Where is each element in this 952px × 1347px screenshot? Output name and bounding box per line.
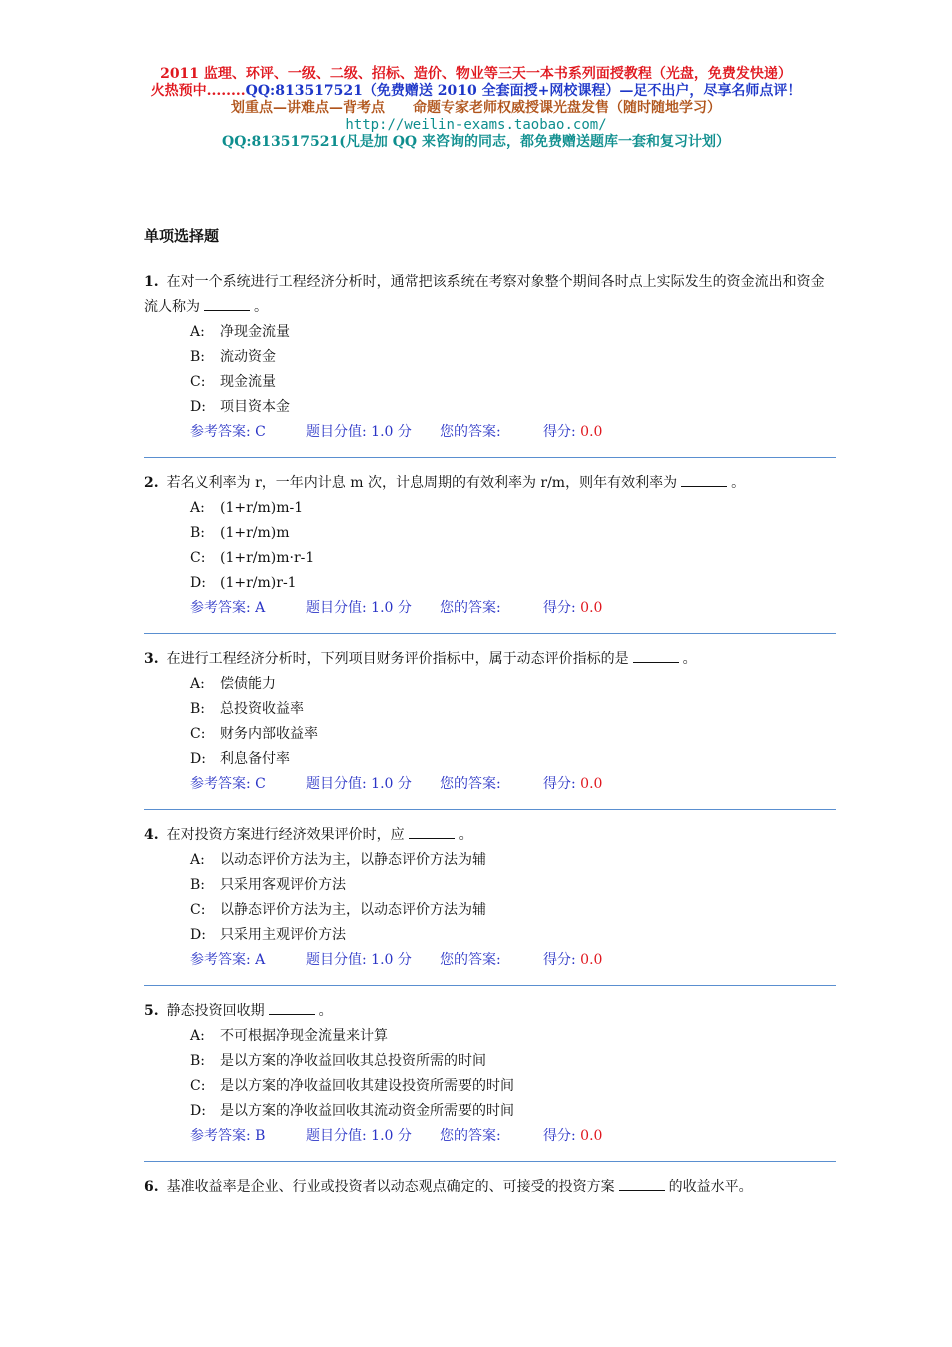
reference-answer <box>190 596 306 621</box>
option-text: (1+r/m)m <box>220 525 290 541</box>
question-number: 5. <box>144 1003 159 1019</box>
option-text: (1+r/m)m-1 <box>220 500 304 516</box>
points-label: 题目分值: <box>306 424 367 440</box>
option-item <box>144 672 836 697</box>
question-divider <box>144 985 836 986</box>
reference-answer <box>190 420 306 445</box>
answer-blank <box>681 473 727 487</box>
option-item <box>144 546 836 571</box>
question-number: 2. <box>144 475 159 491</box>
promo-line-3: 划重点—讲难点—背考点 命题专家老师权威授课光盘发售（随时随地学习） <box>231 100 721 116</box>
points-unit: 分 <box>397 776 412 792</box>
option-label: C: <box>190 726 206 742</box>
points-label: 题目分值: <box>306 1128 367 1144</box>
answer-meta-row <box>144 948 836 973</box>
promo-line-5: QQ:813517521(凡是加 QQ 来咨询的同志，都免费赠送题库一套和复习计划） <box>222 134 730 150</box>
section-title: 单项选择题 <box>144 227 220 245</box>
score-label: 得分: <box>543 600 576 616</box>
score-value: 0.0 <box>580 1128 603 1144</box>
option-text: 不可根据净现金流量来计算 <box>220 1028 388 1044</box>
points-value: 1.0 <box>371 1128 394 1144</box>
reference-answer-label: 参考答案: <box>190 424 251 440</box>
option-label: B: <box>190 525 206 541</box>
option-label: C: <box>190 1078 206 1094</box>
promo-line-2-qq: QQ:813517521（免费赠送 2010 全套面授+网校课程）—足不出户，尽享名师点评！ <box>245 83 802 99</box>
points-unit: 分 <box>397 952 412 968</box>
answer-blank <box>619 1177 665 1191</box>
option-text: 总投资收益率 <box>220 701 304 717</box>
points-unit: 分 <box>397 424 412 440</box>
option-item <box>144 521 836 546</box>
promo-url-link[interactable] <box>0 117 952 134</box>
reference-answer-value: B <box>255 1128 266 1144</box>
option-item <box>144 320 836 345</box>
option-item <box>144 496 836 521</box>
question-stem: 在进行工程经济分析时，下列项目财务评价指标中，属于动态评价指标的是 <box>166 651 629 667</box>
promo-header <box>0 66 952 151</box>
question-stem: 在对投资方案进行经济效果评价时，应 <box>166 827 405 843</box>
points-label: 题目分值: <box>306 600 367 616</box>
question-stem-end: 。 <box>682 651 697 667</box>
score <box>543 420 602 445</box>
question-item <box>144 270 836 458</box>
reference-answer <box>190 772 306 797</box>
option-item <box>144 848 836 873</box>
question-stem: 若名义利率为 r，一年内计息 m 次，计息周期的有效利率为 r/m，则年有效利率为 <box>166 475 678 491</box>
option-text: (1+r/m)m·r-1 <box>220 550 315 566</box>
option-label: C: <box>190 374 206 390</box>
option-text: 财务内部收益率 <box>220 726 318 742</box>
question-item <box>144 1175 836 1200</box>
score-value: 0.0 <box>580 776 603 792</box>
question-item <box>144 647 836 810</box>
question-number: 1. <box>144 274 159 290</box>
your-answer-label: 您的答案: <box>440 600 501 616</box>
score <box>543 772 602 797</box>
points-unit: 分 <box>397 600 412 616</box>
question-points <box>306 596 440 621</box>
your-answer-label: 您的答案: <box>440 776 501 792</box>
reference-answer-value: C <box>255 776 266 792</box>
answer-meta-row <box>144 772 836 797</box>
question-stem: 静态投资回收期 <box>166 1003 265 1019</box>
option-text: 以动态评价方法为主，以静态评价方法为辅 <box>220 852 486 868</box>
option-item <box>144 898 836 923</box>
option-label: A: <box>190 852 205 868</box>
points-value: 1.0 <box>371 952 394 968</box>
question-text <box>144 270 836 320</box>
question-number: 3. <box>144 651 159 667</box>
option-label: C: <box>190 550 206 566</box>
answer-blank <box>269 1001 315 1015</box>
option-item <box>144 1074 836 1099</box>
option-label: B: <box>190 877 206 893</box>
score <box>543 1124 602 1149</box>
option-label: B: <box>190 349 206 365</box>
option-label: D: <box>190 927 206 943</box>
option-text: 只采用主观评价方法 <box>220 927 346 943</box>
option-item <box>144 1099 836 1124</box>
question-number: 6. <box>144 1179 159 1195</box>
answer-blank <box>633 649 679 663</box>
question-stem-end: 。 <box>731 475 746 491</box>
option-text: 是以方案的净收益回收其建设投资所需要的时间 <box>220 1078 514 1094</box>
option-text: 以静态评价方法为主，以动态评价方法为辅 <box>220 902 486 918</box>
reference-answer <box>190 1124 306 1149</box>
option-item <box>144 697 836 722</box>
score-label: 得分: <box>543 776 576 792</box>
promo-url-text[interactable]: http://weilin-exams.taobao.com/ <box>345 117 607 133</box>
question-divider <box>144 1161 836 1162</box>
option-item <box>144 395 836 420</box>
option-item <box>144 345 836 370</box>
question-divider <box>144 457 836 458</box>
reference-answer-label: 参考答案: <box>190 600 251 616</box>
option-item <box>144 873 836 898</box>
question-list <box>144 270 836 1200</box>
question-text <box>144 1175 836 1200</box>
option-label: A: <box>190 500 205 516</box>
option-label: D: <box>190 751 206 767</box>
question-number: 4. <box>144 827 159 843</box>
reference-answer-label: 参考答案: <box>190 1128 251 1144</box>
score <box>543 596 602 621</box>
your-answer-label: 您的答案: <box>440 424 501 440</box>
option-text: 流动资金 <box>220 349 276 365</box>
score-label: 得分: <box>543 952 576 968</box>
option-text: 利息备付率 <box>220 751 290 767</box>
reference-answer-label: 参考答案: <box>190 776 251 792</box>
question-stem-end: 。 <box>318 1003 333 1019</box>
option-label: D: <box>190 399 206 415</box>
your-answer-label: 您的答案: <box>440 952 501 968</box>
reference-answer <box>190 948 306 973</box>
answer-meta-row <box>144 420 836 445</box>
points-value: 1.0 <box>371 776 394 792</box>
option-item <box>144 571 836 596</box>
question-item <box>144 823 836 986</box>
question-text <box>144 471 836 496</box>
question-item <box>144 999 836 1162</box>
your-answer-label: 您的答案: <box>440 1128 501 1144</box>
option-label: B: <box>190 701 206 717</box>
option-label: D: <box>190 575 206 591</box>
answer-meta-row <box>144 1124 836 1149</box>
question-stem-end: 。 <box>254 299 268 315</box>
score-value: 0.0 <box>580 952 603 968</box>
promo-line-2 <box>0 83 952 100</box>
question-divider <box>144 633 836 634</box>
option-item <box>144 1024 836 1049</box>
points-value: 1.0 <box>371 424 394 440</box>
option-item <box>144 923 836 948</box>
question-stem-end: 的收益水平。 <box>668 1179 753 1195</box>
option-label: A: <box>190 1028 205 1044</box>
reference-answer-value: C <box>255 424 266 440</box>
question-points <box>306 772 440 797</box>
question-divider <box>144 809 836 810</box>
question-text <box>144 823 836 848</box>
option-text: 是以方案的净收益回收其流动资金所需要的时间 <box>220 1103 514 1119</box>
question-stem: 基准收益率是企业、行业或投资者以动态观点确定的、可接受的投资方案 <box>166 1179 615 1195</box>
option-text: 偿债能力 <box>220 676 276 692</box>
reference-answer-value: A <box>255 952 266 968</box>
score <box>543 948 602 973</box>
score-label: 得分: <box>543 1128 576 1144</box>
option-text: 只采用客观评价方法 <box>220 877 346 893</box>
option-text: 现金流量 <box>220 374 276 390</box>
promo-line-2-hot: 火热预中........ <box>150 83 246 99</box>
points-unit: 分 <box>397 1128 412 1144</box>
option-item <box>144 1049 836 1074</box>
option-label: D: <box>190 1103 206 1119</box>
reference-answer-label: 参考答案: <box>190 952 251 968</box>
option-item <box>144 722 836 747</box>
option-label: C: <box>190 902 206 918</box>
option-label: A: <box>190 676 205 692</box>
reference-answer-value: A <box>255 600 266 616</box>
option-item <box>144 370 836 395</box>
question-stem-end: 。 <box>458 827 473 843</box>
option-label: A: <box>190 324 205 340</box>
question-points <box>306 1124 440 1149</box>
question-text <box>144 999 836 1024</box>
answer-blank <box>409 825 455 839</box>
question-stem: 在对一个系统进行工程经济分析时，通常把该系统在考察对象整个期间各时点上实际发生的资金流出和资金流人称为 <box>144 274 825 315</box>
question-text <box>144 647 836 672</box>
points-label: 题目分值: <box>306 776 367 792</box>
promo-line-1: 2011 监理、环评、一级、二级、招标、造价、物业等三天一本书系列面授教程（光盘，免费发快递） <box>160 66 792 82</box>
score-value: 0.0 <box>580 424 603 440</box>
option-text: 净现金流量 <box>220 324 290 340</box>
option-text: 项目资本金 <box>220 399 290 415</box>
question-item <box>144 471 836 634</box>
question-points <box>306 948 440 973</box>
score-value: 0.0 <box>580 600 603 616</box>
points-value: 1.0 <box>371 600 394 616</box>
answer-blank <box>204 297 250 311</box>
answer-meta-row <box>144 596 836 621</box>
option-item <box>144 747 836 772</box>
option-label: B: <box>190 1053 206 1069</box>
option-text: (1+r/m)r-1 <box>220 575 297 591</box>
option-text: 是以方案的净收益回收其总投资所需的时间 <box>220 1053 486 1069</box>
score-label: 得分: <box>543 424 576 440</box>
question-points <box>306 420 440 445</box>
points-label: 题目分值: <box>306 952 367 968</box>
